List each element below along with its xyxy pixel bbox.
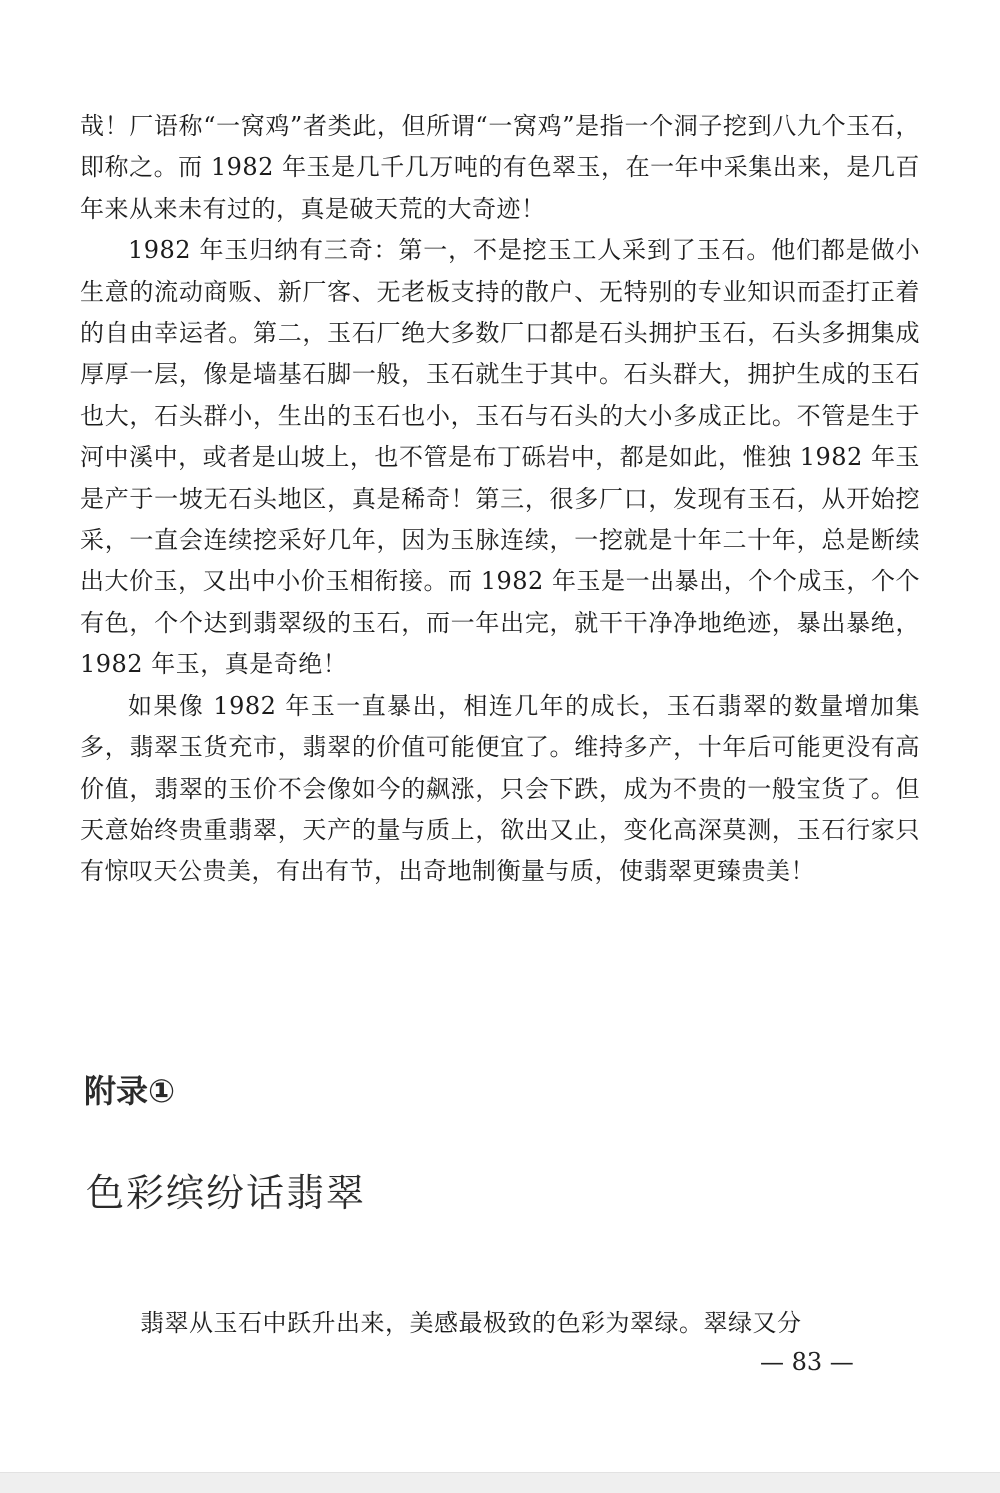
paragraph-3: 如果像 1982 年玉一直暴出，相连几年的成长，玉石翡翠的数量增加集多，翡翠玉货充市，翡翠的价值可能便宜了。维持多产，十年后可能更没有高价值，翡翠的玉价不会像如今的飙涨，只会下跌，成为不贵的一般宝货了。但天意始终贵重翡翠，天产的量与质上，欲出又止，变化高深莫测，玉石行家只有惊叹天公贵美，有出有节，出奇地制衡量与质，使翡翠更臻贵美！ xyxy=(80,691,920,886)
page-number: — 83 — xyxy=(760,1348,854,1376)
section-first-line: 翡翠从玉石中跃升出来，美感最极致的色彩为翠绿。翠绿又分 xyxy=(140,1309,802,1337)
paragraph-1: 哉！厂语称“一窝鸡”者类此，但所谓“一窝鸡”是指一个洞子挖到八九个玉石，即称之。而 1982 年玉是几千几万吨的有色翠玉，在一年中采集出来，是几百年来从来未有过的，真是破天荒的大奇迹！ xyxy=(80,112,920,223)
appendix-title: 附录① xyxy=(84,1072,176,1110)
section-title: 色彩缤纷话翡翠 xyxy=(86,1171,367,1215)
body-text xyxy=(80,106,920,893)
paragraph-2: 1982 年玉归纳有三奇：第一，不是挖玉工人采到了玉石。他们都是做小生意的流动商贩、新厂客、无老板支持的散户、无特别的专业知识而歪打正着的自由幸运者。第二，玉石厂绝大多数厂口都是石头拥护玉石，石头多拥集成厚厚一层，像是墙基石脚一般，玉石就生于其中。石头群大，拥护生成的玉石也大，石头群小，生出的玉石也小，玉石与石头的大小多成正比。不管是生于河中溪中，或者是山坡上，也不管是布丁砾岩中，都是如此，惟独 1982 年玉是产于一坡无石头地区，真是稀奇！第三，很多厂口，发现有玉石，从开始挖采，一直会连续挖采好几年，因为玉脉连续，一挖就是十年二十年，总是断续出大价玉，又出中小价玉相衔接。而 1982 年玉是一出暴出，个个成玉，个个有色，个个达到翡翠级的玉石，而一年出完，就干干净净地绝迹，暴出暴绝，1982 年玉，真是奇绝！ xyxy=(80,236,920,679)
scan-bottom-edge xyxy=(0,1472,1000,1493)
